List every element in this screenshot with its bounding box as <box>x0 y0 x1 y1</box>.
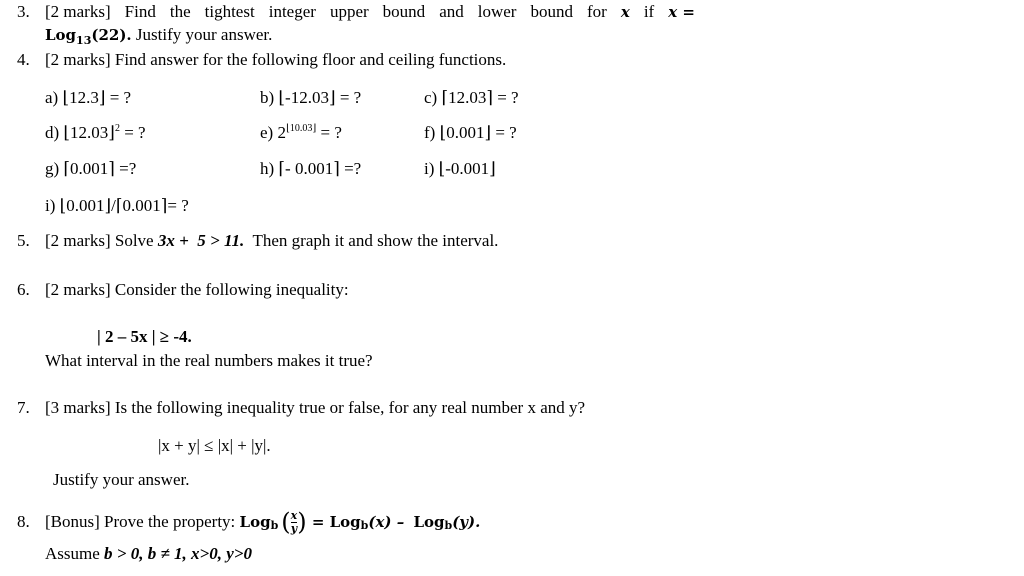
q8-rhs-arg1: (x) – <box>368 513 410 531</box>
q6-text: [2 marks] Consider the following inequality: <box>45 280 349 299</box>
q3-word: tightest <box>204 2 255 21</box>
q4-item-d <box>45 123 146 146</box>
q8-log-rhs2: Log <box>413 513 445 531</box>
q8-frac-den: y <box>290 521 298 535</box>
q8-log-rhs1: Log <box>329 513 361 531</box>
q8-log-lhs: Log <box>239 513 271 531</box>
q3-var-x: x <box>620 3 630 21</box>
q3-marks: [2 marks] <box>45 2 111 21</box>
q3-justify: Justify your answer. <box>135 25 273 44</box>
q4-item-i2: i) ⌊0.001⌋/⌈0.001⌉= ? <box>45 196 189 215</box>
q3-word: bound <box>530 2 573 21</box>
q8-number: 8. <box>17 512 30 531</box>
q3-word: Find <box>124 2 156 21</box>
q7-text: [3 marks] Is the following inequality true or false, for any real number x and y? <box>45 398 586 417</box>
q4-item-b: b) ⌊-12.03⌋ = ? <box>260 88 362 107</box>
q4-item-d-exp: 2 <box>114 123 120 134</box>
q5-pre: [2 marks] Solve <box>45 231 158 250</box>
q3-log-arg: (22). <box>91 26 132 44</box>
q3-line2 <box>45 25 272 47</box>
q6-question: What interval in the real numbers makes it true? <box>45 351 373 370</box>
q7-inequality: |x + y| ≤ |x| + |y|. <box>158 436 271 455</box>
q4-item-e-exp: ⌊10.03⌋ <box>285 123 317 134</box>
q3-number: 3. <box>17 2 30 21</box>
q6-number: 6. <box>17 280 30 299</box>
q8-assume-cond: b > 0, b ≠ 1, x>0, y>0 <box>104 544 252 563</box>
q4-item-i1: i) ⌊-0.001⌋ <box>424 159 496 178</box>
q7-justify: Justify your answer. <box>53 470 190 489</box>
q4-item-d-tail: = ? <box>119 123 146 142</box>
q4-item-h: h) ⌈- 0.001⌉ =? <box>260 159 362 178</box>
q4-item-e-tail: = ? <box>316 123 342 142</box>
q8-log-rhs2-base: b <box>444 519 453 532</box>
q5-line <box>45 231 498 251</box>
q4-item-e-base: e) 2 <box>260 123 286 142</box>
q4-number: 4. <box>17 50 30 69</box>
q3-word: bound <box>382 2 426 21</box>
q3-word: lower <box>477 2 517 21</box>
q3-log-base: 13 <box>76 34 92 47</box>
q3-eq-lhs: x = <box>668 3 695 21</box>
q3-if: if <box>643 2 655 21</box>
q8-right-paren: ) <box>297 508 307 536</box>
q5-number: 5. <box>17 231 30 250</box>
q4-item-a: a) ⌊12.3⌋ = ? <box>45 88 132 107</box>
q8-log-lhs-base: b <box>270 519 279 532</box>
q8-rhs-arg2: (y). <box>452 513 481 531</box>
q8-frac-num: x <box>290 508 298 522</box>
q3-word: and <box>439 2 464 21</box>
q8-assume-pre: Assume <box>45 544 105 563</box>
q4-item-f: f) ⌊0.001⌋ = ? <box>424 123 517 142</box>
q3-line1 <box>45 2 695 22</box>
q4-item-e <box>260 123 342 146</box>
q3-word: upper <box>329 2 369 21</box>
q3-log-name: Log <box>45 26 77 44</box>
q4-item-c: c) ⌈12.03⌉ = ? <box>424 88 519 107</box>
q3-word: integer <box>268 2 316 21</box>
q3-word: for <box>587 2 607 21</box>
q5-post: Then graph it and show the interval. <box>244 231 499 250</box>
q3-word: the <box>169 2 191 21</box>
q5-expr: 3x + 5 > 11. <box>157 231 245 250</box>
q8-log-rhs1-base: b <box>360 519 369 532</box>
q8-line <box>45 502 480 542</box>
q8-assume <box>45 544 252 564</box>
q4-item-d-base: d) ⌊12.03⌋ <box>45 123 115 142</box>
q6-inequality: | 2 – 5x | ≥ -4. <box>97 327 192 346</box>
q4-item-g: g) ⌈0.001⌉ =? <box>45 159 137 178</box>
q8-pre: [Bonus] Prove the property: <box>45 512 240 531</box>
q8-equals: = <box>306 513 330 531</box>
q4-text: [2 marks] Find answer for the following floor and ceiling functions. <box>45 50 507 69</box>
q7-number: 7. <box>17 398 30 417</box>
q8-left-paren: ( <box>281 508 291 536</box>
